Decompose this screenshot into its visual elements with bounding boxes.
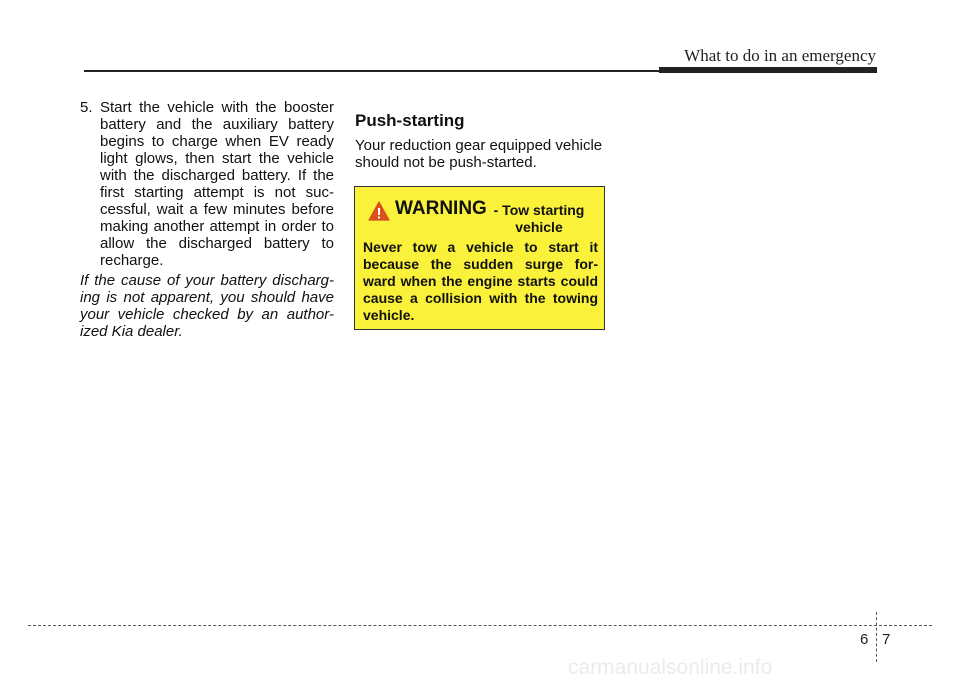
note-text: If the cause of your battery discharg-ing is not apparent, you should have your vehicle checked by an author-ized Kia dealer. xyxy=(80,272,334,340)
page-number-divider xyxy=(876,612,877,662)
chapter-number: 6 xyxy=(860,631,869,648)
warning-triangle-icon xyxy=(368,201,390,221)
warning-box xyxy=(354,186,605,330)
footer-rule xyxy=(28,625,932,626)
section-title: What to do in an emergency xyxy=(684,46,876,65)
right-column xyxy=(355,111,607,171)
push-starting-heading: Push-starting xyxy=(355,111,465,130)
left-column xyxy=(80,99,334,340)
watermark: carmanualsonline.info xyxy=(568,656,773,679)
warning-text: Never tow a vehicle to start it because the sudden surge for-ward when the engine starts could cause a collision with the towing vehicle. xyxy=(363,239,598,323)
push-starting-text: Your reduction gear equipped vehicle should not be push-started. xyxy=(355,137,603,171)
step-5-text: 5. Start the vehicle with the booster battery and the auxiliary battery begins to charge when EV ready light glows, then start the vehicle with the discharged battery. If the first starting attempt is not suc-cessful, wait a few minutes before making another attempt in order to allow the discharged battery to recharge. xyxy=(80,99,334,269)
warning-label: WARNING xyxy=(395,198,487,219)
page-number: 7 xyxy=(882,631,891,648)
warning-subject: - Tow starting vehicle xyxy=(493,202,585,235)
header-accent-bar xyxy=(659,67,877,73)
